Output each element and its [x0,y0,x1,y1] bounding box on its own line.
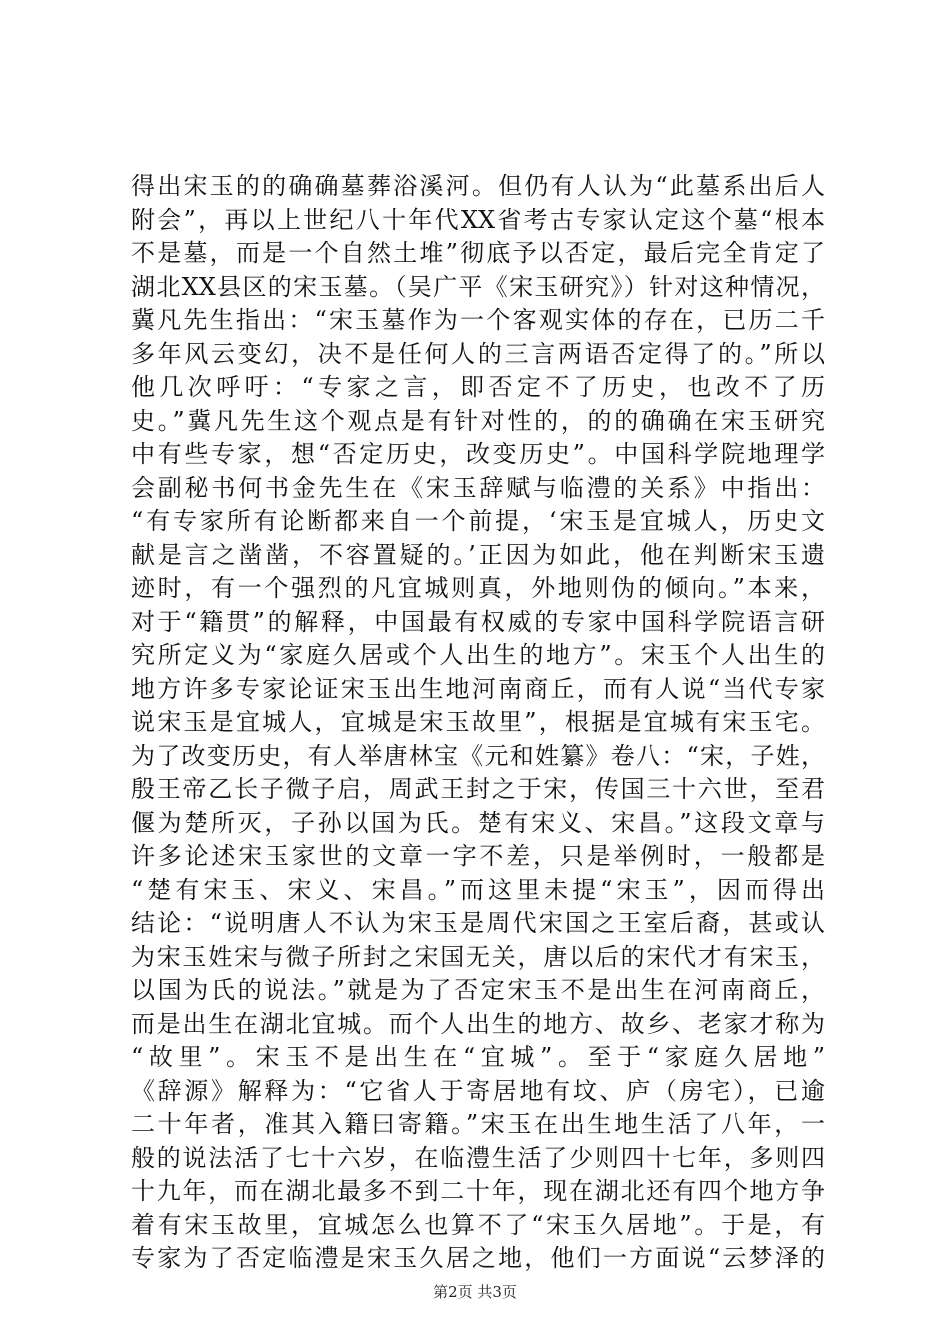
text-line: 他几次呼吁：“专家之言，即否定不了历史，也改不了历 [131,373,825,401]
text-line: 不是墓，而是一个自然土堆”彻底予以否定，最后完全肯定了 [131,239,825,267]
text-line: “故里”。宋玉不是出生在“宜城”。至于“家庭久居地” [131,1043,825,1071]
text-line: 湖北XX县区的宋玉墓。（吴广平《宋玉研究》）针对这种情况， [131,272,825,301]
text-line: 迹时，有一个强烈的凡宜城则真，外地则伪的倾向。”本来， [131,574,825,602]
text-line: 而是出生在湖北宜城。而个人出生的地方、故乡、老家才称为 [131,1009,825,1038]
text-line: “楚有宋玉、宋义、宋昌。”而这里未提“宋玉”，因而得出 [131,875,825,904]
text-line: 史。”冀凡先生这个观点是有针对性的，的的确确在宋玉研究 [131,406,825,435]
text-line: 结论：“说明唐人不认为宋玉是周代宋国之王室后裔，甚或认 [131,909,825,937]
text-line: 究所定义为“家庭久居或个人出生的地方”。宋玉个人出生的 [131,641,825,669]
text-line: 《辞源》解释为：“它省人于寄居地有坟、庐（房宅），已逾 [131,1076,825,1105]
text-line: 许多论述宋玉家世的文章一字不差，只是举例时，一般都是 [131,842,825,870]
text-line: 十九年，而在湖北最多不到二十年，现在湖北还有四个地方争 [131,1177,825,1205]
page-footer: 第2页 共3页 [433,1283,517,1301]
text-line: 以国为氏的说法。”就是为了否定宋玉不是出生在河南商丘， [131,976,825,1004]
text-line: 为了改变历史，有人举唐林宝《元和姓纂》卷八：“宋，子姓， [131,741,825,770]
text-line: 殷王帝乙长子微子启，周武王封之于宋，传国三十六世，至君 [131,775,825,803]
text-line: 献是言之凿凿，不容置疑的。’正因为如此，他在判断宋玉遗 [131,540,825,569]
text-line: 中有些专家，想“否定历史，改变历史”。中国科学院地理学 [131,440,825,468]
text-line: 地方许多专家论证宋玉出生地河南商丘，而有人说“当代专家 [131,674,825,703]
text-line: 附会”，再以上世纪八十年代XX省考古专家认定这个墓“根本 [131,205,825,234]
text-line: 多年风云变幻，决不是任何人的三言两语否定得了的。”所以 [131,339,825,368]
text-line: “有专家所有论断都来自一个前提，‘宋玉是宜城人，历史文 [131,507,825,535]
text-line: 冀凡先生指出：“宋玉墓作为一个客观实体的存在，已历二千 [131,306,825,334]
text-line: 般的说法活了七十六岁，在临澧生活了少则四十七年，多则四 [131,1143,825,1172]
text-line: 会副秘书何书金先生在《宋玉辞赋与临澧的关系》中指出： [131,473,825,502]
text-line: 专家为了否定临澧是宋玉久居之地，他们一方面说“云梦泽的 [131,1244,825,1272]
text-line: 得出宋玉的的确确墓葬浴溪河。但仍有人认为“此墓系出后人 [131,172,825,200]
text-line: 说宋玉是宜城人，宜城是宋玉故里”，根据是宜城有宋玉宅。 [131,708,825,736]
text-line: 为宋玉姓宋与微子所封之宋国无关，唐以后的宋代才有宋玉， [131,942,825,971]
body-paragraph [131,170,825,1276]
text-line: 偃为楚所灭，子孙以国为氏。楚有宋义、宋昌。”这段文章与 [131,808,825,837]
text-line: 对于“籍贯”的解释，中国最有权威的专家中国科学院语言研 [131,607,825,636]
text-line: 二十年者，准其入籍曰寄籍。”宋玉在出生地生活了八年，一 [131,1110,825,1138]
text-line: 着有宋玉故里，宜城怎么也算不了“宋玉久居地”。于是，有 [131,1210,825,1239]
